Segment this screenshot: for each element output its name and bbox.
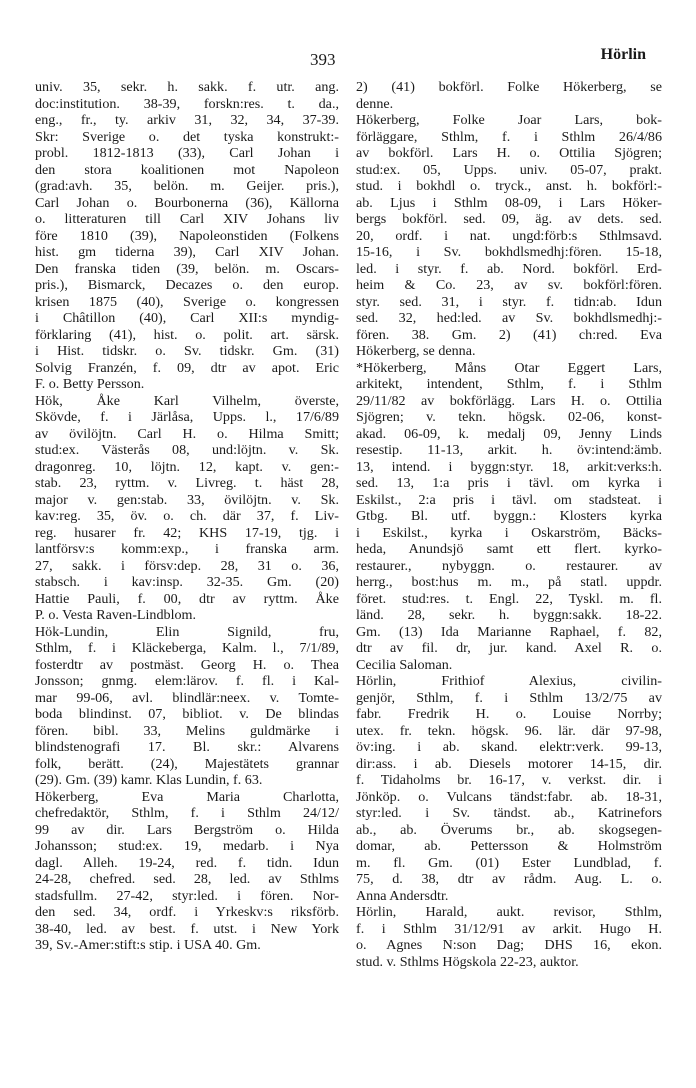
- text-line: 13, intend. i byggn:styr. 18, arkit:verks:h.: [356, 458, 662, 475]
- text-line: ab. Ljus i Sthlm 08-09, i Lars Höker-: [356, 194, 662, 211]
- text-line: F. o. Betty Persson.: [35, 376, 145, 392]
- text-line: o. Agnes N:son Dag; DHS 16, ekon.: [356, 937, 662, 953]
- text-line: o. litteraturen till Carl XIV Johans liv: [35, 211, 339, 227]
- text-line: boda blindinst. 07, bibliot. v. De blindas: [35, 706, 339, 722]
- text-line: Anna Andersdtr.: [356, 887, 449, 904]
- text-line: reg. husarer fr. 42; KHS 17-19, tjg. i: [35, 524, 339, 541]
- text-line: univ. 35, sekr. h. sakk. f. utr. ang.: [35, 79, 339, 95]
- text-line: i Eskilst., kyrka i Oskarström, Bäcks-: [356, 524, 662, 541]
- text-line: mar 99-06, avl. blindlär:neex. v. Tomte-: [35, 689, 339, 706]
- text-line: Skr: Sverige o. det tyska konstrukt:-: [35, 128, 339, 145]
- text-line: öv:ing. i ab. skand. elektr:verk. 99-13,: [356, 739, 662, 755]
- text-line: Hök, Åke Karl Vilhelm, överste,: [35, 392, 339, 409]
- text-line: 75, d. 38, dtr av rådm. Aug. L. o.: [356, 871, 662, 887]
- text-line: fören. bibl. 33, Melins guldmärke i: [35, 722, 339, 739]
- text-line: fören. 38. Gm. 2) (41) ch:red. Eva: [356, 326, 662, 343]
- text-line: heim & Co. 23, av sv. bokförl:fören.: [356, 277, 662, 293]
- text-line: arkitekt, intendent, Sthlm, f. i Sthlm: [356, 376, 662, 392]
- text-line: förläggare, Sthlm, f. i Sthlm 26/4/86: [356, 128, 662, 145]
- text-line: 39, Sv.-Amer:stift:s stip. i USA 40. Gm.: [35, 937, 261, 953]
- text-line: 15-16, i Sv. bokhdlsmedhj:fören. 15-18,: [356, 244, 662, 260]
- text-line: *Hökerberg, Måns Otar Eggert Lars,: [356, 359, 662, 376]
- text-line: stadsfullm. 27-42, styr:led. i fören. Nor-: [35, 887, 339, 904]
- text-line: major v. gen:stab. 33, övilöjtn. v. Sk.: [35, 491, 339, 508]
- text-line: av bokförl. Lars H. o. Ottilia Sjögren;: [356, 145, 662, 161]
- text-line: probl. 1812-1813 (33), Carl Johan i: [35, 145, 339, 161]
- text-line: styr:led. i Sv. tändst. ab., Katrinefors: [356, 805, 662, 821]
- text-line: chefredaktör, Sthlm, f. i Sthlm 24/12/: [35, 805, 339, 821]
- text-line: 38-40, led. av best. f. utst. i New York: [35, 920, 339, 937]
- text-line: pris.), Bismarck, Decazes o. den europ.: [35, 277, 339, 293]
- text-line: restaurer., nybyggn. o. restaurer. av: [356, 557, 662, 574]
- text-line: i Châtillon (40), Carl XII:s myndig-: [35, 310, 339, 326]
- page-number: 393: [310, 50, 336, 69]
- text-line: 99 av dir. Lars Bergström o. Hilda: [35, 821, 339, 838]
- text-line: före 1810 (39), Napoleonstiden (Folkens: [35, 227, 339, 244]
- text-line: domar, ab. Pettersson & Holmström: [356, 838, 662, 854]
- text-line: lantförsv:s komm:exp., i franska arm.: [35, 541, 339, 557]
- text-line: f. i Sthlm 31/12/91 av arkit. Hugo H.: [356, 920, 662, 937]
- text-line: kav:reg. 35, öv. o. ch. där 37, f. Liv-: [35, 508, 339, 524]
- text-line: stud. i bokhdl o. tryck., anst. h. bokförl:-: [356, 178, 662, 194]
- text-line: styr. sed. 31, i styr. f. tidn:ab. Idun: [356, 293, 662, 310]
- text-line: den stora koalitionen mot Napoleon: [35, 161, 339, 178]
- text-line: i Hist. tidskr. o. Sv. tidskr. Gm. (31): [35, 343, 339, 359]
- text-line: Sjögren; v. tekn. högsk. 02-06, konst-: [356, 409, 662, 425]
- text-line: Hökerberg, Folke Joar Lars, bok-: [356, 112, 662, 128]
- text-line: eng., fr., ty. arkiv 31, 32, 34, 37-39.: [35, 112, 339, 128]
- text-line: stabsch. i kav:insp. 32-35. Gm. (20): [35, 574, 339, 590]
- text-line: hist. gm tiderna 39), Carl XIV Johan.: [35, 244, 339, 260]
- text-line: dragonreg. 10, löjtn. 12, kapt. v. gen:-: [35, 458, 339, 475]
- text-line: 20, ordf. i nat. ungd:förb:s Sthlmsavd.: [356, 227, 662, 244]
- text-line: Hörlin, Frithiof Alexius, civilin-: [356, 673, 662, 689]
- text-line: (grad:avh. 35, belön. m. Geijer. pris.),: [35, 178, 339, 194]
- text-line: resestip. 11-13, arkit. h. öv:intend:ämb.: [356, 442, 662, 458]
- text-line: föret. stud:res. t. Engl. 22, Tyskl. m. fl.: [356, 590, 662, 607]
- text-line: fabr. Fredrik H. o. Louise Norrby;: [356, 706, 662, 722]
- text-line: m. fl. Gm. (01) Ester Lundblad, f.: [356, 854, 662, 871]
- text-line: 27, sakk. i försv:dep. 28, 31 o. 36,: [35, 557, 339, 574]
- text-line: Den franska tiden (39, belön. m. Oscars-: [35, 260, 339, 277]
- text-line: förklaring (41), hist. o. polit. art. särsk.: [35, 326, 339, 343]
- text-line: av övilöjtn. Carl H. o. Hilma Smitt;: [35, 425, 339, 442]
- text-line: 24-28, chefred. sed. 28, led. av Sthlms: [35, 871, 339, 887]
- text-line: stab. 23, ryttm. v. Livreg. t. häst 28,: [35, 475, 339, 491]
- text-line: Cecilia Saloman.: [356, 656, 453, 673]
- text-line: herrg., bost:hus m. m., på statl. uppdr.: [356, 574, 662, 590]
- text-line: 29/11/82 av bokförlägg. Lars H. o. Ottilia: [356, 392, 662, 409]
- text-line: P. o. Vesta Raven-Lindblom.: [35, 607, 197, 623]
- text-line: led. i styr. f. ab. Nord. bokförl. Erd-: [356, 260, 662, 277]
- text-line: dtr av fil. dr, jur. kand. Axel R. o.: [356, 640, 662, 656]
- text-line: Carl Johan o. Bourbonerna (36), Källorna: [35, 194, 339, 211]
- text-line: Sthlm, f. i Kläckeberga, Kalm. l., 7/1/89,: [35, 640, 339, 656]
- text-line: folk, berätt. (24), Majestätets grannar: [35, 755, 339, 772]
- text-line: Hök-Lundin, Elin Signild, fru,: [35, 623, 339, 640]
- text-line: Skövde, f. i Järlåsa, Upps. l., 17/6/89: [35, 409, 339, 425]
- text-line: Eskilst., 2:a pris i tävl. om stadsteat. i: [356, 491, 662, 508]
- text-line: fosterdtr av postmäst. Georg H. o. Thea: [35, 656, 339, 673]
- text-line: stud:ex. 05, Upps. univ. 05-07, prakt.: [356, 161, 662, 178]
- running-head: Hörlin: [600, 46, 646, 63]
- text-line: heda, Anundsjö samt ett flert. kyrko-: [356, 541, 662, 557]
- text-line: f. Tidaholms br. 16-17, v. verkst. dir. i: [356, 772, 662, 788]
- text-line: Jönköp. o. Vulcans tändst:fabr. ab. 18-31,: [356, 788, 662, 805]
- text-line: Hattie Pauli, f. 00, dtr av ryttm. Åke: [35, 590, 339, 607]
- text-line: akad. 06-09, k. medalj 09, Jenny Linds: [356, 425, 662, 442]
- text-line: denne.: [356, 95, 394, 112]
- text-line: sed. 32, hed:led. av Sv. bokhdlsmedhj:-: [356, 310, 662, 326]
- text-line: Hökerberg, se denna.: [356, 343, 476, 359]
- text-line: Johansson; stud:ex. 19, medarb. i Nya: [35, 838, 339, 854]
- text-line: Jonsson; gnmg. elem:lärov. f. fl. i Kal-: [35, 673, 339, 689]
- text-line: Hörlin, Harald, aukt. revisor, Sthlm,: [356, 904, 662, 920]
- text-line: Hökerberg, Eva Maria Charlotta,: [35, 788, 339, 805]
- text-line: dir:ass. i ab. Diesels motorer 14-15, dir.: [356, 755, 662, 772]
- text-line: 2) (41) bokförl. Folke Hökerberg, se: [356, 79, 662, 95]
- text-line: stud:ex. Västerås 08, und:löjtn. v. Sk.: [35, 442, 339, 458]
- text-line: dagl. Alleh. 19-24, red. f. tidn. Idun: [35, 854, 339, 871]
- text-line: sed. 13, 1:a pris i tävl. om kyrka i: [356, 475, 662, 491]
- right-column: [356, 79, 662, 970]
- text-line: (29). Gm. (39) kamr. Klas Lundin, f. 63.: [35, 772, 263, 788]
- text-line: stud. v. Sthlms Högskola 22-23, auktor.: [356, 953, 579, 970]
- text-line: Gm. (13) Ida Marianne Raphael, f. 82,: [356, 623, 662, 640]
- text-line: Solvig Franzén, f. 09, dtr av apot. Eric: [35, 359, 339, 376]
- text-line: den sed. 34, ordf. i Yrkeskv:s riksförb.: [35, 904, 339, 920]
- text-line: krisen 1875 (40), Sverige o. kongressen: [35, 293, 339, 310]
- text-line: länd. 28, sekr. h. byggn:sakk. 18-22.: [356, 607, 662, 623]
- text-line: genjör, Sthlm, f. i Sthlm 13/2/75 av: [356, 689, 662, 706]
- text-line: utex. fr. tekn. högsk. 96. lär. där 97-98,: [356, 722, 662, 739]
- text-line: ab., ab. Överums br., ab. skogsegen-: [356, 821, 662, 838]
- text-line: blindstenografi 17. Bl. skr.: Alvarens: [35, 739, 339, 755]
- text-line: bergs bokförl. sed. 09, äg. av dets. sed.: [356, 211, 662, 227]
- text-line: doc:institution. 38-39, forskn:res. t. da.,: [35, 95, 339, 112]
- text-line: Gtbg. Bl. utf. byggn.: Klosters kyrka: [356, 508, 662, 524]
- left-column: [35, 79, 339, 954]
